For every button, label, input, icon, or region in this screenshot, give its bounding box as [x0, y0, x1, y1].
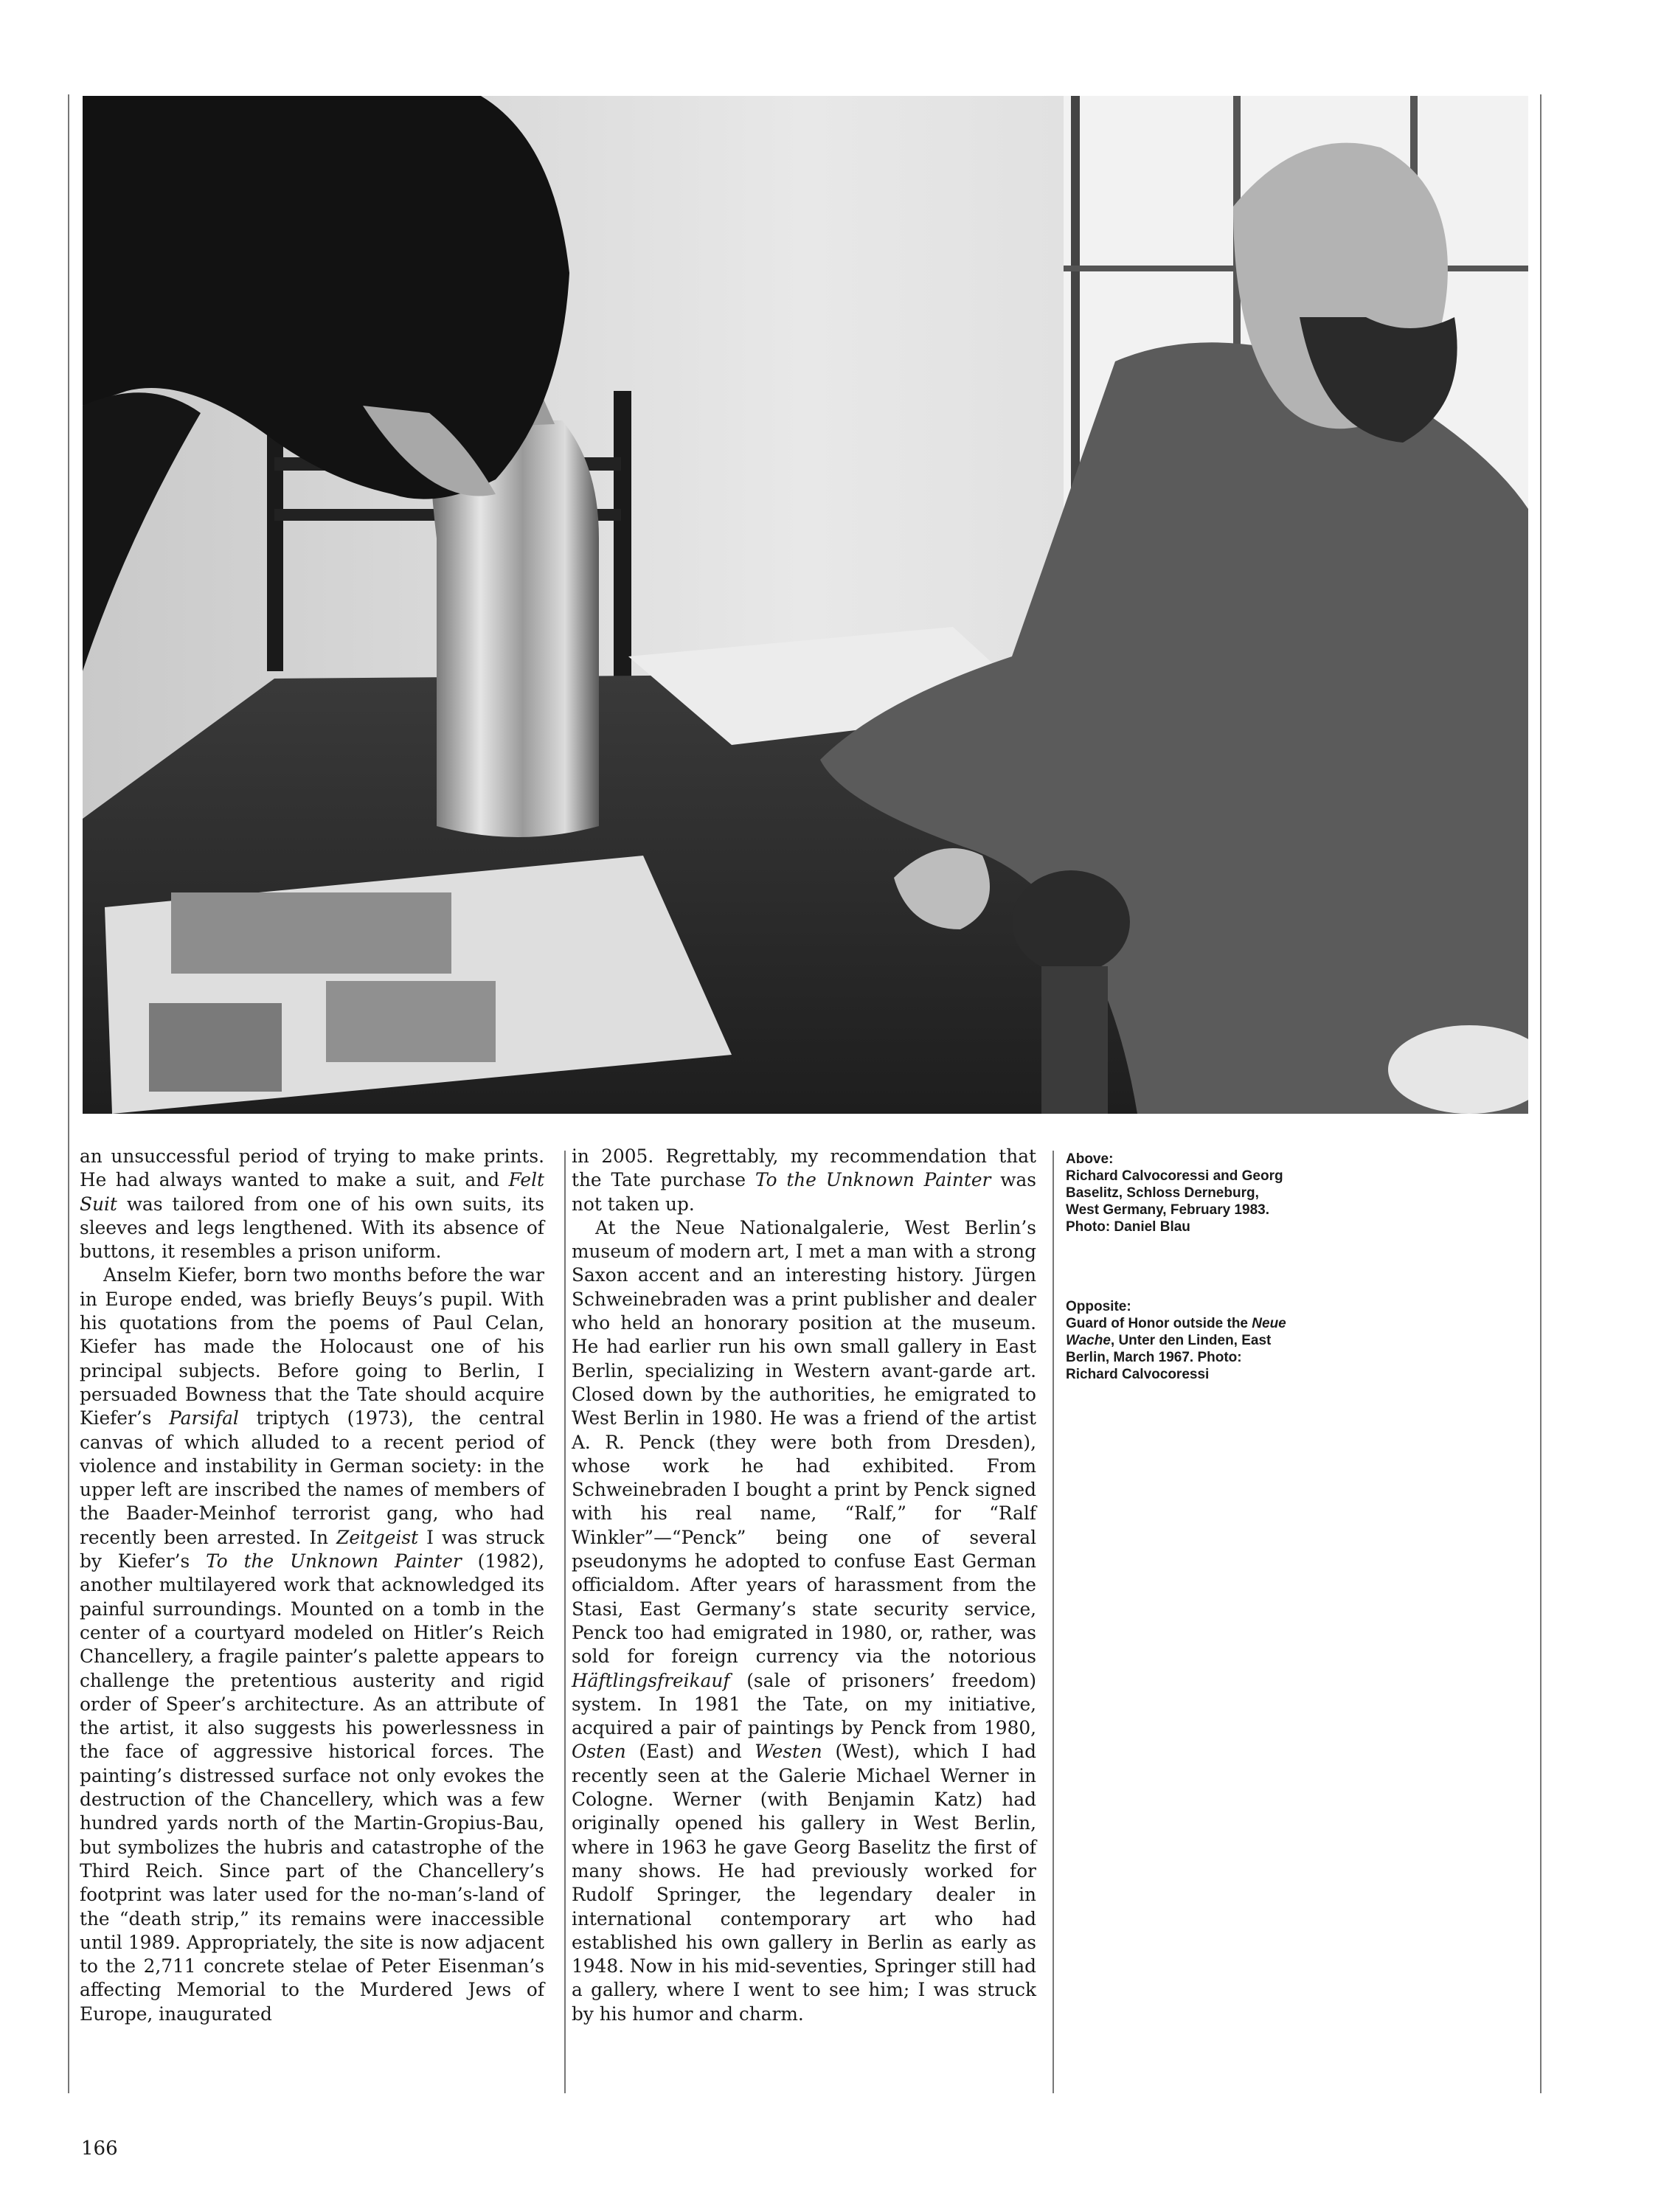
right-column-rule	[1540, 94, 1542, 2093]
caption-text: Richard Calvocoressi and Georg Baselitz, Schloss Derneburg, West Germany, February 1983. Photo: Daniel Blau	[1066, 1168, 1283, 1235]
paragraph: At the Neue Nationalgalerie, West Berlin’s museum of modern art, I met a man with a strong Saxon accent and an interesting history. Jürgen Schweinebraden was a print publisher and dealer who held an honorary position at the museum. He had earlier run his own small gallery in East Berlin, specializing in Western avant-garde art. Closed down by the authorities, he emigrated to West Berlin in 1980. He was a friend of the artist A. R. Penck (they were both from Dresden), whose work he had exhibited. From Schweinebraden I bought a print by Penck signed with his real name, “Ralf,” for “Ralf Winkler”—“Penck” being one of several pseudonyms he adopted to confuse East German officialdom. After years of harassment from the Stasi, East Germany’s state security service, Penck too had emigrated in 1980, or, rather, was sold for foreign currency via the notorious Häftlingsfreikauf (sale of prisoners’ freedom) system. In 1981 the Tate, on my initiative, acquired a pair of paintings by Penck from 1980, Osten (East) and Westen (West), which I had recently seen at the Galerie Michael Werner in Cologne. Werner (with Benjamin Katz) had originally opened his gallery in West Berlin, where in 1963 he gave Georg Baselitz the first of many shows. He had previously worked for Rudolf Springer, the legendary dealer in international contemporary art who had established his own gallery in Berlin as early as 1948. Now in his mid-seventies, Springer still had a gallery, where I went to see him; I was struck by his humor and charm.	[572, 1216, 1037, 2025]
caption-opposite	[1066, 1298, 1287, 1383]
paragraph: in 2005. Regrettably, my recommendation that the Tate purchase To the Unknown Painter was not taken up.	[572, 1145, 1036, 1215]
caption-label: Opposite:	[1066, 1299, 1131, 1314]
photograph	[83, 96, 1528, 1114]
caption-text: Guard of Honor outside the Neue Wache, Unter den Linden, East Berlin, March 1967. Photo: Richard Calvocoressi	[1066, 1316, 1286, 1382]
page-number: 166	[81, 2138, 118, 2160]
paragraph: an unsuccessful period of trying to make prints. He had always wanted to make a suit, and Felt Suit was tailored from one of his own suits, its sleeves and legs lengthened. With its absence of buttons, it resembles a prison uniform.	[80, 1145, 544, 1263]
article-column-2	[572, 1145, 1036, 2026]
column-divider-1	[564, 1151, 566, 2093]
caption-above	[1066, 1151, 1287, 1235]
left-column-rule	[68, 94, 69, 2093]
paragraph: Anselm Kiefer, born two months before the war in Europe ended, was briefly Beuys’s pupil. With his quotations from the poems of Paul Celan, Kiefer has made the Holocaust one of his principal subjects. Before going to Berlin, I persuaded Bowness that the Tate should acquire Kiefer’s Parsifal triptych (1973), the central canvas of which alluded to a recent period of violence and instability in German society: in the upper left are inscribed the names of members of the Baader-Meinhof terrorist gang, who had recently been arrested. In Zeitgeist I was struck by Kiefer’s To the Unknown Painter (1982), another multilayered work that acknowledged its painful surroundings. Mounted on a tomb in the center of a courtyard modeled on Hitler’s Reich Chancellery, a fragile painter’s palette appears to challenge the pretentious austerity and rigid order of Speer’s architecture. As an attribute of the artist, it also suggests his powerlessness in the face of aggressive historical forces. The painting’s distressed surface not only evokes the destruction of the Chancellery, which was a few hundred yards north of the Martin-Gropius-Bau, but symbolizes the hubris and catastrophe of the Third Reich. Since part of the Chancellery’s footprint was later used for the no-man’s-land of the “death strip,” its remains were inaccessible until 1989. Appropriately, the site is now adjacent to the 2,711 concrete stelae of Peter Eisenman’s affecting Memorial to the Murdered Jews of Europe, inaugurated	[80, 1264, 544, 2025]
column-divider-2	[1052, 1151, 1054, 2093]
article-column-1	[80, 1145, 544, 2026]
caption-label: Above:	[1066, 1151, 1114, 1167]
